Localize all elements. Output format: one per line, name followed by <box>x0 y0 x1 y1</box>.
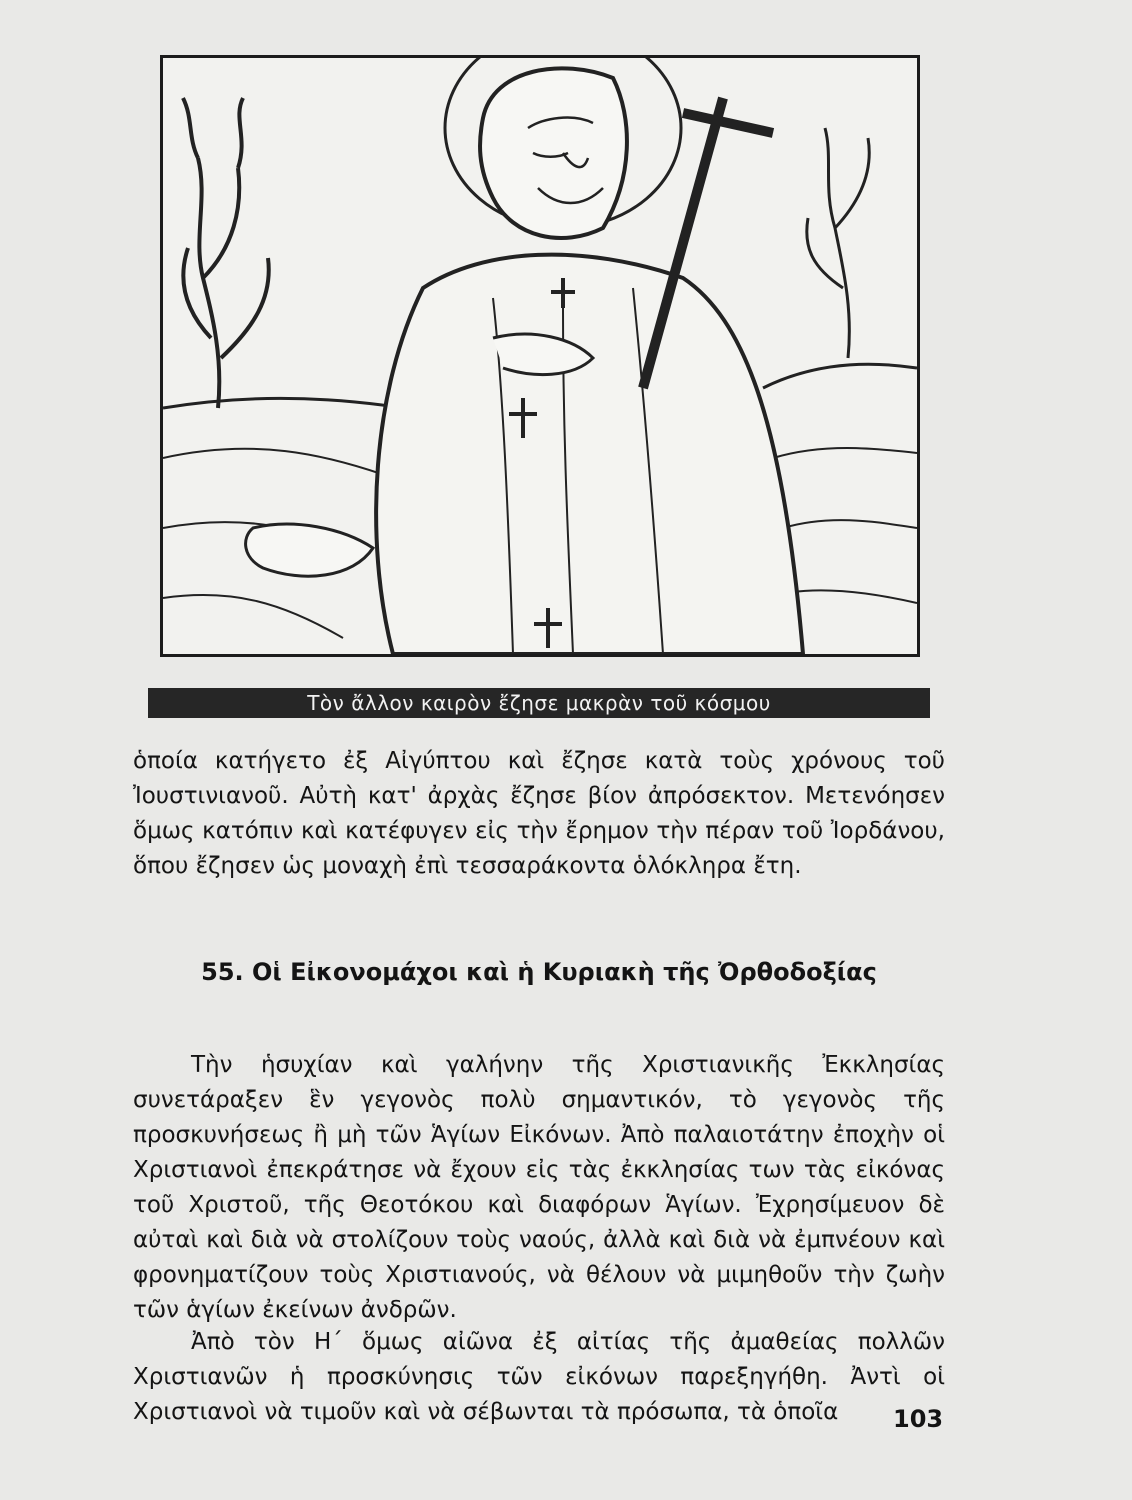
saint-with-cross-illustration <box>160 55 920 657</box>
paragraph-continuation: ὁποία κατήγετο ἐξ Αἰγύπτου καὶ ἔζησε κατὰ τοὺς χρόνους τοῦ Ἰουστινιανοῦ. Αὐτὴ κατ' ἀρχὰς ἔζησε βίον ἀπρόσεκτον. Μετενόησεν ὅμως κατόπιν καὶ κατέφυγεν εἰς τὴν ἔρημον τὴν πέραν τοῦ Ἰορδάνου, ὅπου ἔζησεν ὡς μοναχὴ ἐπὶ τεσσαράκοντα ὁλόκληρα ἔτη. <box>133 748 945 879</box>
illustration-caption: Τὸν ἄλλον καιρὸν ἔζησε μακρὰν τοῦ κόσμου <box>148 688 930 718</box>
paragraph-iconoclasts-intro: Τὴν ἡσυχίαν καὶ γαλήνην τῆς Χριστιανικῆς Ἐκκλησίας συνετάραξεν ἓν γεγονὸς πολὺ σημαντικόν, τὸ γεγονὸς τῆς προσκυνήσεως ἢ μὴ τῶν Ἁγίων Εἰκόνων. Ἀπὸ παλαιοτάτην ἐποχὴν οἱ Χριστιανοὶ ἐπεκράτησε νὰ ἔχουν εἰς τὰς ἐκκλησίας των τὰς εἰκόνας τοῦ Χριστοῦ, τῆς Θεοτόκου καὶ διαφόρων Ἁγίων. Ἐχρησίμευον δὲ αὐταὶ καὶ διὰ νὰ στολίζουν τοὺς ναούς, ἀλλὰ καὶ διὰ νὰ ἐμπνέουν καὶ φρονηματίζουν τοὺς Χριστιανούς, νὰ θέλουν νὰ μιμηθοῦν τὴν ζωὴν τῶν ἁγίων ἐκείνων ἀνδρῶν. <box>133 1052 945 1323</box>
section-heading: 55. Οἱ Εἰκονομάχοι καὶ ἡ Κυριακὴ τῆς Ὀρθοδοξίας <box>201 958 877 986</box>
saint-illustration-drawing <box>163 58 917 654</box>
paragraph-eighth-century: Ἀπὸ τὸν Η΄ ὅμως αἰῶνα ἐξ αἰτίας τῆς ἀμαθείας πολλῶν Χριστιανῶν ἡ προσκύνησις τῶν εἰκόνων παρεξηγήθη. Ἀντὶ οἱ Χριστιανοὶ νὰ τιμοῦν καὶ νὰ σέβωνται τὰ πρόσωπα, τὰ ὁποῖα <box>133 1329 945 1425</box>
page-number: 103 <box>893 1405 944 1433</box>
